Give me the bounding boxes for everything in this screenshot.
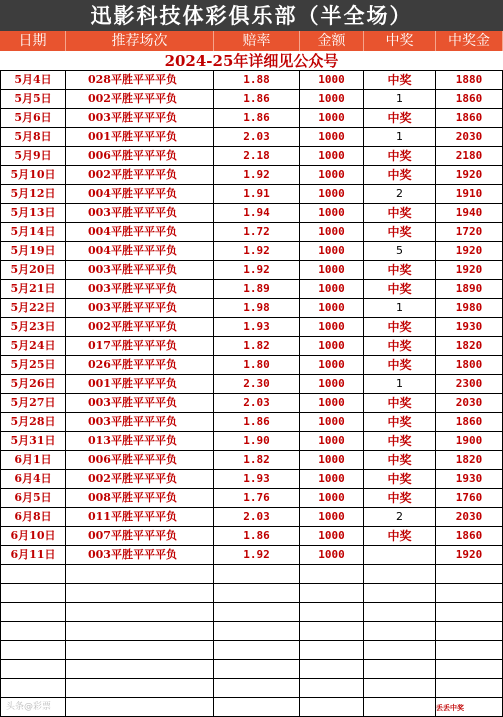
cell-amount: 1000: [300, 223, 364, 241]
cell-result: 中奖: [364, 489, 436, 507]
cell-amount: 1000: [300, 109, 364, 127]
cell-payout: 1860: [436, 527, 503, 545]
table-row: [0, 204, 503, 223]
cell-payout: 1920: [436, 242, 503, 260]
cell-odds: 2.03: [214, 394, 300, 412]
cell-amount: 1000: [300, 90, 364, 108]
empty-row: [0, 622, 503, 641]
cell-amount: 1000: [300, 356, 364, 374]
cell-date: 5月4日: [0, 71, 66, 89]
cell-odds: [214, 641, 300, 659]
cell-game: 028平胜平平平负: [66, 71, 214, 89]
cell-result: 中奖: [364, 394, 436, 412]
cell-game: 006平胜平平平负: [66, 147, 214, 165]
cell-payout: [436, 641, 503, 659]
cell-date: 5月5日: [0, 90, 66, 108]
cell-amount: 1000: [300, 261, 364, 279]
cell-result: [364, 622, 436, 640]
cell-payout: 2030: [436, 508, 503, 526]
empty-row: [0, 641, 503, 660]
cell-amount: [300, 660, 364, 678]
cell-date: 5月12日: [0, 185, 66, 203]
cell-payout: [436, 679, 503, 697]
cell-amount: 1000: [300, 299, 364, 317]
cell-amount: 1000: [300, 375, 364, 393]
cell-amount: 1000: [300, 318, 364, 336]
cell-date: 6月10日: [0, 527, 66, 545]
cell-result: 中奖: [364, 204, 436, 222]
cell-payout: 1860: [436, 90, 503, 108]
table-row: [0, 71, 503, 90]
cell-result: 5: [364, 242, 436, 260]
cell-amount: 1000: [300, 432, 364, 450]
cell-game: 002平胜平平平负: [66, 90, 214, 108]
empty-row: [0, 565, 503, 584]
cell-odds: 1.88: [214, 71, 300, 89]
cell-odds: 1.93: [214, 470, 300, 488]
table-row: [0, 337, 503, 356]
cell-result: 中奖: [364, 223, 436, 241]
table-row: [0, 90, 503, 109]
cell-payout: 1860: [436, 109, 503, 127]
cell-game: [66, 679, 214, 697]
empty-row: [0, 603, 503, 622]
cell-odds: [214, 679, 300, 697]
cell-amount: [300, 603, 364, 621]
cell-payout: 1930: [436, 318, 503, 336]
cell-amount: 1000: [300, 280, 364, 298]
cell-amount: 1000: [300, 128, 364, 146]
cell-result: 中奖: [364, 432, 436, 450]
cell-result: 1: [364, 299, 436, 317]
cell-amount: [300, 565, 364, 583]
watermark-left: 头条@彩票: [6, 702, 52, 712]
cell-payout: 1860: [436, 413, 503, 431]
cell-result: 中奖: [364, 318, 436, 336]
table-row: [0, 147, 503, 166]
header-row: [0, 31, 503, 51]
cell-odds: 1.91: [214, 185, 300, 203]
cell-result: [364, 679, 436, 697]
table-row: [0, 318, 503, 337]
cell-amount: [300, 622, 364, 640]
cell-game: 001平胜平平平负: [66, 375, 214, 393]
cell-amount: [300, 641, 364, 659]
cell-odds: 1.86: [214, 413, 300, 431]
cell-odds: 1.82: [214, 337, 300, 355]
cell-game: 006平胜平平平负: [66, 451, 214, 469]
cell-amount: 1000: [300, 489, 364, 507]
cell-amount: 1000: [300, 166, 364, 184]
cell-odds: 2.03: [214, 128, 300, 146]
cell-odds: 1.92: [214, 166, 300, 184]
cell-odds: 1.92: [214, 261, 300, 279]
cell-payout: 1820: [436, 451, 503, 469]
cell-game: 008平胜平平平负: [66, 489, 214, 507]
cell-odds: 1.86: [214, 90, 300, 108]
cell-payout: 1920: [436, 546, 503, 564]
cell-date: 5月27日: [0, 394, 66, 412]
cell-payout: 1800: [436, 356, 503, 374]
cell-odds: 1.80: [214, 356, 300, 374]
cell-date: 6月11日: [0, 546, 66, 564]
cell-amount: 1000: [300, 470, 364, 488]
cell-amount: 1000: [300, 185, 364, 203]
cell-payout: [436, 603, 503, 621]
cell-game: 003平胜平平平负: [66, 299, 214, 317]
cell-date: 5月10日: [0, 166, 66, 184]
cell-date: 5月21日: [0, 280, 66, 298]
header-date: 日期: [0, 31, 66, 51]
cell-result: 中奖: [364, 413, 436, 431]
table-row: [0, 432, 503, 451]
empty-row: [0, 679, 503, 698]
cell-odds: 1.86: [214, 527, 300, 545]
cell-game: 003平胜平平平负: [66, 109, 214, 127]
sheet-title: 迅影科技体彩俱乐部（半全场）: [0, 0, 503, 31]
header-odds: 赔率: [214, 31, 300, 51]
table-row: [0, 166, 503, 185]
cell-date: 5月6日: [0, 109, 66, 127]
cell-date: 5月9日: [0, 147, 66, 165]
table-row: [0, 375, 503, 394]
cell-payout: 1920: [436, 166, 503, 184]
empty-row: [0, 584, 503, 603]
cell-odds: 1.90: [214, 432, 300, 450]
cell-date: 5月22日: [0, 299, 66, 317]
cell-date: [0, 679, 66, 697]
cell-result: 中奖: [364, 356, 436, 374]
cell-game: [66, 698, 214, 716]
cell-payout: 1940: [436, 204, 503, 222]
cell-result: 中奖: [364, 71, 436, 89]
cell-result: 中奖: [364, 451, 436, 469]
table-row: [0, 546, 503, 565]
table-row: [0, 299, 503, 318]
cell-amount: 1000: [300, 394, 364, 412]
cell-game: 002平胜平平平负: [66, 166, 214, 184]
cell-result: 中奖: [364, 109, 436, 127]
cell-game: [66, 603, 214, 621]
empty-row: [0, 660, 503, 679]
cell-payout: 1900: [436, 432, 503, 450]
table-row: [0, 470, 503, 489]
cell-odds: [214, 622, 300, 640]
table-row: [0, 280, 503, 299]
cell-amount: [300, 698, 364, 716]
cell-payout: 2030: [436, 394, 503, 412]
cell-game: 004平胜平平平负: [66, 223, 214, 241]
cell-game: 004平胜平平平负: [66, 242, 214, 260]
cell-payout: 2180: [436, 147, 503, 165]
table-row: [0, 508, 503, 527]
cell-odds: 1.92: [214, 546, 300, 564]
cell-odds: 1.93: [214, 318, 300, 336]
cell-game: 003平胜平平平负: [66, 413, 214, 431]
cell-date: [0, 641, 66, 659]
cell-odds: 1.82: [214, 451, 300, 469]
cell-result: [364, 584, 436, 602]
cell-amount: 1000: [300, 242, 364, 260]
cell-date: [0, 622, 66, 640]
cell-game: 003平胜平平平负: [66, 261, 214, 279]
cell-odds: [214, 698, 300, 716]
cell-payout: 1930: [436, 470, 503, 488]
cell-game: 003平胜平平平负: [66, 204, 214, 222]
cell-date: 5月26日: [0, 375, 66, 393]
cell-date: 5月28日: [0, 413, 66, 431]
subtitle-row: 2024-25年详细见公众号: [0, 51, 503, 71]
cell-game: 013平胜平平平负: [66, 432, 214, 450]
cell-game: 026平胜平平平负: [66, 356, 214, 374]
watermark-right: 丢丢中奖: [436, 704, 464, 712]
cell-odds: 1.92: [214, 242, 300, 260]
cell-payout: [436, 565, 503, 583]
cell-amount: 1000: [300, 204, 364, 222]
cell-result: [364, 603, 436, 621]
cell-result: 2: [364, 508, 436, 526]
cell-date: [0, 584, 66, 602]
cell-game: 003平胜平平平负: [66, 280, 214, 298]
header-result: 中奖: [364, 31, 436, 51]
cell-odds: 2.18: [214, 147, 300, 165]
cell-game: [66, 641, 214, 659]
cell-date: 6月4日: [0, 470, 66, 488]
cell-result: [364, 546, 436, 564]
header-game: 推荐场次: [66, 31, 214, 51]
cell-game: 017平胜平平平负: [66, 337, 214, 355]
cell-amount: 1000: [300, 451, 364, 469]
table-row: [0, 356, 503, 375]
cell-result: 中奖: [364, 337, 436, 355]
cell-amount: [300, 679, 364, 697]
table-row: [0, 261, 503, 280]
cell-date: 6月1日: [0, 451, 66, 469]
cell-date: 5月19日: [0, 242, 66, 260]
cell-game: [66, 584, 214, 602]
cell-payout: 1760: [436, 489, 503, 507]
cell-payout: 1720: [436, 223, 503, 241]
cell-game: 002平胜平平平负: [66, 470, 214, 488]
cell-payout: [436, 660, 503, 678]
cell-odds: 1.72: [214, 223, 300, 241]
table-row: [0, 413, 503, 432]
table-row: [0, 489, 503, 508]
cell-date: 5月31日: [0, 432, 66, 450]
table-row: [0, 242, 503, 261]
cell-payout: 1920: [436, 261, 503, 279]
cell-game: 004平胜平平平负: [66, 185, 214, 203]
cell-payout: 1910: [436, 185, 503, 203]
table-row: [0, 451, 503, 470]
cell-payout: 1980: [436, 299, 503, 317]
cell-game: 003平胜平平平负: [66, 546, 214, 564]
table-row: [0, 109, 503, 128]
cell-odds: 1.86: [214, 109, 300, 127]
table-row: [0, 223, 503, 242]
cell-amount: 1000: [300, 508, 364, 526]
cell-payout: 1820: [436, 337, 503, 355]
header-amount: 金额: [300, 31, 364, 51]
cell-amount: 1000: [300, 527, 364, 545]
cell-date: [0, 660, 66, 678]
cell-payout: 1890: [436, 280, 503, 298]
cell-game: 002平胜平平平负: [66, 318, 214, 336]
cell-date: 5月23日: [0, 318, 66, 336]
cell-game: 001平胜平平平负: [66, 128, 214, 146]
cell-amount: [300, 584, 364, 602]
cell-payout: 2300: [436, 375, 503, 393]
cell-result: [364, 565, 436, 583]
cell-date: [0, 603, 66, 621]
cell-result: 中奖: [364, 166, 436, 184]
cell-result: 2: [364, 185, 436, 203]
cell-payout: [436, 584, 503, 602]
table-row: [0, 527, 503, 546]
cell-odds: 2.30: [214, 375, 300, 393]
cell-date: 6月5日: [0, 489, 66, 507]
cell-date: 5月13日: [0, 204, 66, 222]
cell-amount: 1000: [300, 147, 364, 165]
cell-odds: 1.98: [214, 299, 300, 317]
table-row: [0, 185, 503, 204]
cell-date: 5月20日: [0, 261, 66, 279]
cell-date: 6月8日: [0, 508, 66, 526]
cell-game: 007平胜平平平负: [66, 527, 214, 545]
cell-amount: 1000: [300, 337, 364, 355]
cell-result: 中奖: [364, 280, 436, 298]
cell-game: [66, 565, 214, 583]
cell-amount: 1000: [300, 546, 364, 564]
cell-result: 1: [364, 90, 436, 108]
cell-game: [66, 660, 214, 678]
cell-date: 5月25日: [0, 356, 66, 374]
cell-payout: 1880: [436, 71, 503, 89]
table-row: [0, 128, 503, 147]
cell-odds: 1.89: [214, 280, 300, 298]
cell-result: [364, 641, 436, 659]
cell-game: [66, 622, 214, 640]
cell-date: 5月14日: [0, 223, 66, 241]
cell-result: 中奖: [364, 470, 436, 488]
cell-odds: [214, 565, 300, 583]
cell-result: [364, 660, 436, 678]
cell-odds: [214, 603, 300, 621]
cell-result: 中奖: [364, 527, 436, 545]
cell-odds: 1.76: [214, 489, 300, 507]
cell-game: 011平胜平平平负: [66, 508, 214, 526]
cell-odds: 1.94: [214, 204, 300, 222]
empty-row: [0, 698, 503, 717]
cell-result: 1: [364, 375, 436, 393]
cell-odds: [214, 584, 300, 602]
cell-result: 1: [364, 128, 436, 146]
cell-amount: 1000: [300, 413, 364, 431]
cell-odds: 2.03: [214, 508, 300, 526]
cell-odds: [214, 660, 300, 678]
cell-result: 中奖: [364, 261, 436, 279]
header-payout: 中奖金: [436, 31, 503, 51]
cell-payout: [436, 622, 503, 640]
cell-result: 中奖: [364, 147, 436, 165]
cell-amount: 1000: [300, 71, 364, 89]
cell-date: 5月24日: [0, 337, 66, 355]
cell-payout: 2030: [436, 128, 503, 146]
cell-date: 5月8日: [0, 128, 66, 146]
table-row: [0, 394, 503, 413]
cell-game: 003平胜平平平负: [66, 394, 214, 412]
cell-date: [0, 565, 66, 583]
cell-result: [364, 698, 436, 716]
